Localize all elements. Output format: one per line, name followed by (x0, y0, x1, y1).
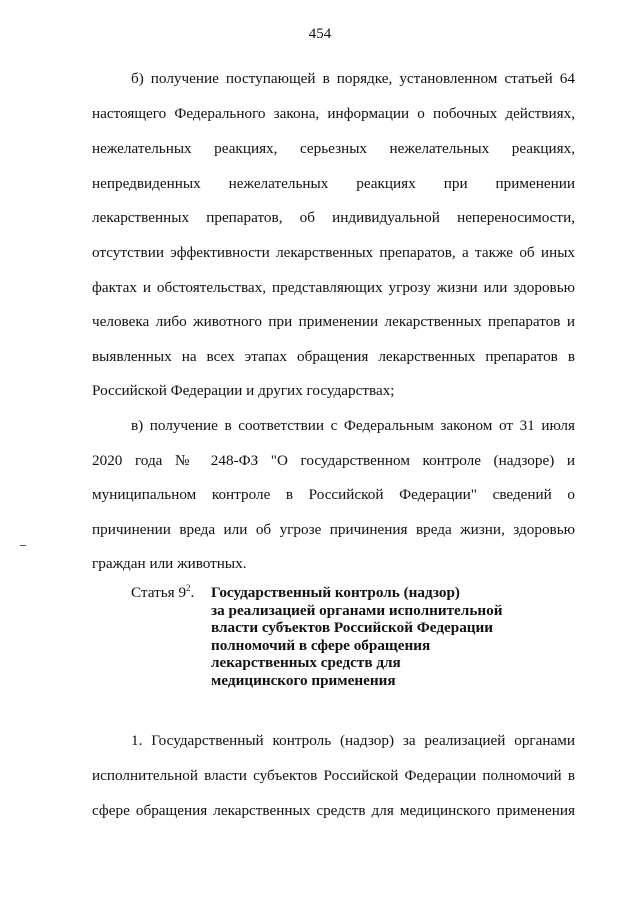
paragraph-v-line: 2020 года № 248-ФЗ "О государственном контроле (надзоре) и (92, 452, 575, 469)
article-title-line: Государственный контроль (надзор) (211, 584, 460, 601)
article-title-line: за реализацией органами исполнительной (211, 601, 503, 619)
article-label-superscript: 2 (186, 582, 191, 593)
page-number: 454 (308, 26, 332, 42)
paragraph-v-line: муниципальном контроле в Российской Федерации" сведений о (92, 486, 575, 503)
article-title-line: медицинского применения (211, 671, 396, 689)
article-title (211, 584, 541, 689)
paragraph-1-line: исполнительной власти субъектов Российской Федерации полномочий в (92, 767, 575, 784)
article-label-suffix: . (190, 584, 195, 601)
paragraph-b-line: непредвиденных нежелательных реакциях при применении (92, 175, 575, 192)
paragraph-b-line: Российской Федерации и других государствах; (92, 382, 395, 399)
margin-mark (20, 545, 26, 546)
paragraph-1-line: сфере обращения лекарственных средств для медицинского применения (92, 802, 575, 819)
paragraph-b-line: фактах и обстоятельствах, представляющих угрозу жизни или здоровью (92, 279, 575, 296)
paragraph-b-line: нежелательных реакциях, серьезных нежелательных реакциях, (92, 140, 575, 157)
paragraph-b-line: выявленных на всех этапах обращения лекарственных препаратов в (92, 348, 575, 365)
paragraph-1-line: 1. Государственный контроль (надзор) за реализацией органами (131, 732, 575, 749)
paragraph-b-line: настоящего Федерального закона, информации о побочных действиях, (92, 105, 575, 122)
article-title-line: полномочий в сфере обращения (211, 636, 431, 654)
paragraph-b-line: б) получение поступающей в порядке, установленном статьей 64 (131, 70, 575, 87)
paragraph-b-line: лекарственных препаратов, об индивидуальной непереносимости, (92, 209, 575, 226)
paragraph-b-line: человека либо животного при применении лекарственных препаратов и (92, 313, 575, 330)
paragraph-v-line: граждан или животных. (92, 555, 247, 572)
article-title-line: власти субъектов Российской Федерации (211, 619, 494, 636)
article-label (131, 584, 194, 602)
paragraph-v-line: в) получение в соответствии с Федеральным законом от 31 июля (131, 417, 575, 434)
article-title-line: лекарственных средств для (211, 654, 401, 671)
paragraph-b-line: отсутствии эффективности лекарственных препаратов, а также об иных (92, 244, 575, 261)
paragraph-v-line: причинении вреда или об угрозе причинения вреда жизни, здоровью (92, 521, 575, 538)
article-label-text: Статья 9 (131, 584, 187, 601)
